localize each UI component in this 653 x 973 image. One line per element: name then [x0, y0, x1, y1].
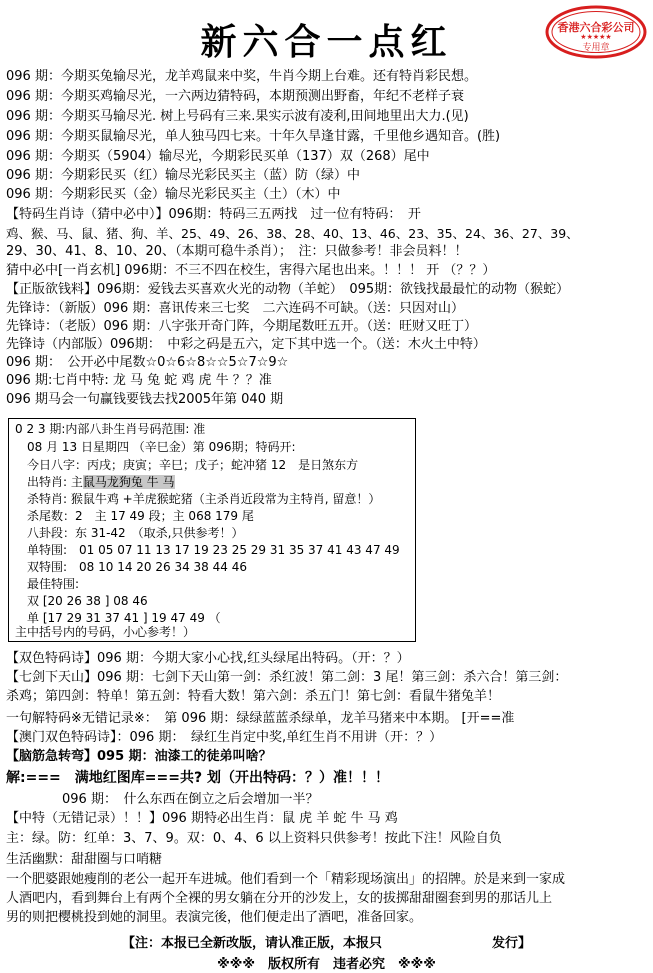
footer-copyright: ※※※ 版权所有 违者必究 ※※※: [217, 957, 436, 972]
text-line: 096 期：今期买兔输尽光，龙羊鸡鼠来中奖，牛肖今期上台难。还有特肖彩民想。: [6, 69, 477, 84]
text-line: 先锋诗（内部版）096期： 中彩之码是五六，定下其中选一个。（送：木火土中特）: [6, 337, 486, 352]
text-line: 096 期：今期彩民买（金）输尽光彩民买主（土）（木）中: [6, 187, 341, 202]
text-line: 先锋诗：（新版）096 期：喜讯传来三七奖 二六连码不可缺。（送：只因对山）: [6, 301, 464, 316]
text-line: 【特码生肖诗（猜中必中）】096期：特码三五两找 过一位有特码： 开: [6, 207, 421, 222]
text-line: 猜中必中[一肖玄机] 096期：不三不四在校生，害得六尾也出来。！！！ 开 （？？）: [6, 263, 496, 278]
company-seal: [544, 4, 648, 60]
text-line: 096 期：今期买马输尽光. 树上号码有三来.果实示波有凌利,田间地里出大力.(见): [6, 109, 469, 124]
text-line: 【正版欲钱料】096期：爱钱去买喜欢火光的动物（羊蛇） 095期：欲钱找最最忙的动物（猴蛇）: [6, 282, 570, 297]
seal-subtext: 专用章: [582, 43, 610, 53]
page-title: 新六合一点红: [200, 21, 453, 63]
highlight: 鼠马龙狗兔 牛 马: [82, 475, 175, 489]
text-line: 096 期： 什么东西在倒立之后会增加一半？: [62, 792, 319, 807]
box-line: 单特围: 01 05 07 11 13 17 19 23 25 29 31 35 37 41 43 47 49: [27, 543, 400, 557]
text-line: 主：绿。防：红单：3、7、9。双：0、4、6 以上资料只供参考！按此下注！风险自负: [6, 831, 502, 846]
text-line: 29、30、41、8、10、20、（本期可稳牛杀肖）； 注：只做参考！非会员料！！: [6, 244, 468, 259]
text-line: 一句解特码※无错记录※： 第 096 期：绿绿蓝蓝杀绿单，龙羊马猪来中本期。 [开==准: [6, 711, 515, 726]
text-line: 男的则把樱桃投到她的洞里。表演完後，他们便走出了酒吧，准备回家。: [6, 910, 423, 925]
text-line: 人酒吧内，看到舞台上有两个全裸的男女躺在分开的沙发上，女的拔掷甜甜圈套到男的那话儿上: [6, 891, 553, 906]
box-line: 杀特肖: 猴鼠牛鸡 +羊虎猴蛇猪（主杀肖近段常为主特肖, 留意！）: [27, 492, 381, 506]
text-line: 解:=== 满地红图库===共? 划（开出特码：？）准！！！: [6, 770, 389, 786]
box-line: 杀尾数：2 主 17 49 段；主 068 179 尾: [27, 509, 254, 523]
text-line: 杀鸡；第四剑：特单！第五剑：特看大数！第六剑：杀五门！第七剑：看鼠牛猪兔羊！: [6, 689, 501, 704]
text-line: 【脑筋急转弯】095 期：油漆工的徒弟叫啥？: [6, 749, 272, 764]
box-line: 双 [20 26 38 ] 08 46: [27, 594, 148, 608]
svg-text:★★★★★: ★★★★★: [580, 33, 612, 41]
text-line: 096 期：今期买鼠输尽光，单人独马四七来。十年久旱逢甘露，千里他乡遇知音。(胜): [6, 129, 501, 144]
text-line: 【七剑下天山】096 期：七剑下天山第一剑：杀红波！第二剑：3 尾！第三剑：杀六合！第三剑：: [6, 670, 568, 685]
footer-note: 【注：本报已全新改版，请认准正版，本报只 发行】: [121, 936, 532, 951]
text-line: 096 期：今期彩民买（红）输尽光彩民买主（蓝）防（绿）中: [6, 168, 360, 183]
box-line: 出特肖: 主鼠马龙狗兔 牛 马: [27, 475, 175, 489]
box-line: 八卦段：东 31-42 （取杀,只供参考！）: [27, 526, 244, 540]
text-line: 【中特（无错记录）！！】096 期特必出生肖：鼠 虎 羊 蛇 牛 马 鸡: [6, 811, 398, 826]
info-box: [8, 418, 416, 642]
seal-text: 香港六合彩公司: [557, 21, 635, 34]
box-line: 0 2 3 期:内部八卦生肖号码范围: 准: [15, 422, 206, 436]
text-line: 【双色特码诗】096 期：今期大家小心找,红头绿尾出特码。（开：？）: [6, 651, 410, 666]
text-line: 096 期马会一句赢钱要钱去找2005年第 040 期: [6, 392, 284, 407]
text-line: 096 期：今期买鸡输尽光，一六两边猜特码，本期预测出野畜，年纪不老样子衰: [6, 89, 464, 104]
box-line: 最佳特围:: [27, 577, 80, 591]
box-line: 今日八字：丙戌；庚寅；辛巳；戊子；蛇冲猪 12 是日煞东方: [27, 458, 359, 472]
text-line: 一个肥婆跟她瘦削的老公一起开车进城。他们看到一个「精彩现场演出」的招牌。於是来到一家成: [6, 872, 566, 887]
text-line: 生活幽默：甜甜圈与口哨糖: [6, 852, 163, 867]
text-line: 096 期:七肖中特: 龙 马 兔 蛇 鸡 虎 牛 ？？准: [6, 373, 272, 388]
box-line: 双特围: 08 10 14 20 26 34 38 44 46: [27, 560, 247, 574]
box-line: 08 月 13 日星期四 （辛巳金）第 096期；特码开:: [27, 440, 296, 454]
text-line: 【澳门双色特码诗】：096 期： 绿红生肖定中奖,单红生肖不用讲（开：？）: [6, 730, 443, 745]
box-line: 单 [17 29 31 37 41 ] 19 47 49 （: [27, 611, 221, 625]
text-line: 先锋诗：（老版）096 期：八字张开奇门阵，今期尾数旺五开。（送：旺财又旺丁）: [6, 319, 477, 334]
box-line: 主中括号内的号码，小心参考！）: [15, 625, 196, 639]
text-line: 鸡、猴、马、鼠、猪、狗、羊、25、49、26、38、28、40、13、46、23、35、24、36、27、39、: [6, 226, 579, 241]
text-line: 096 期： 公开必中尾数☆0☆6☆8☆☆5☆7☆9☆: [6, 355, 289, 370]
text-line: 096 期：今期买（5904）输尽光，今期彩民买单（137）双（268）尾中: [6, 149, 430, 164]
